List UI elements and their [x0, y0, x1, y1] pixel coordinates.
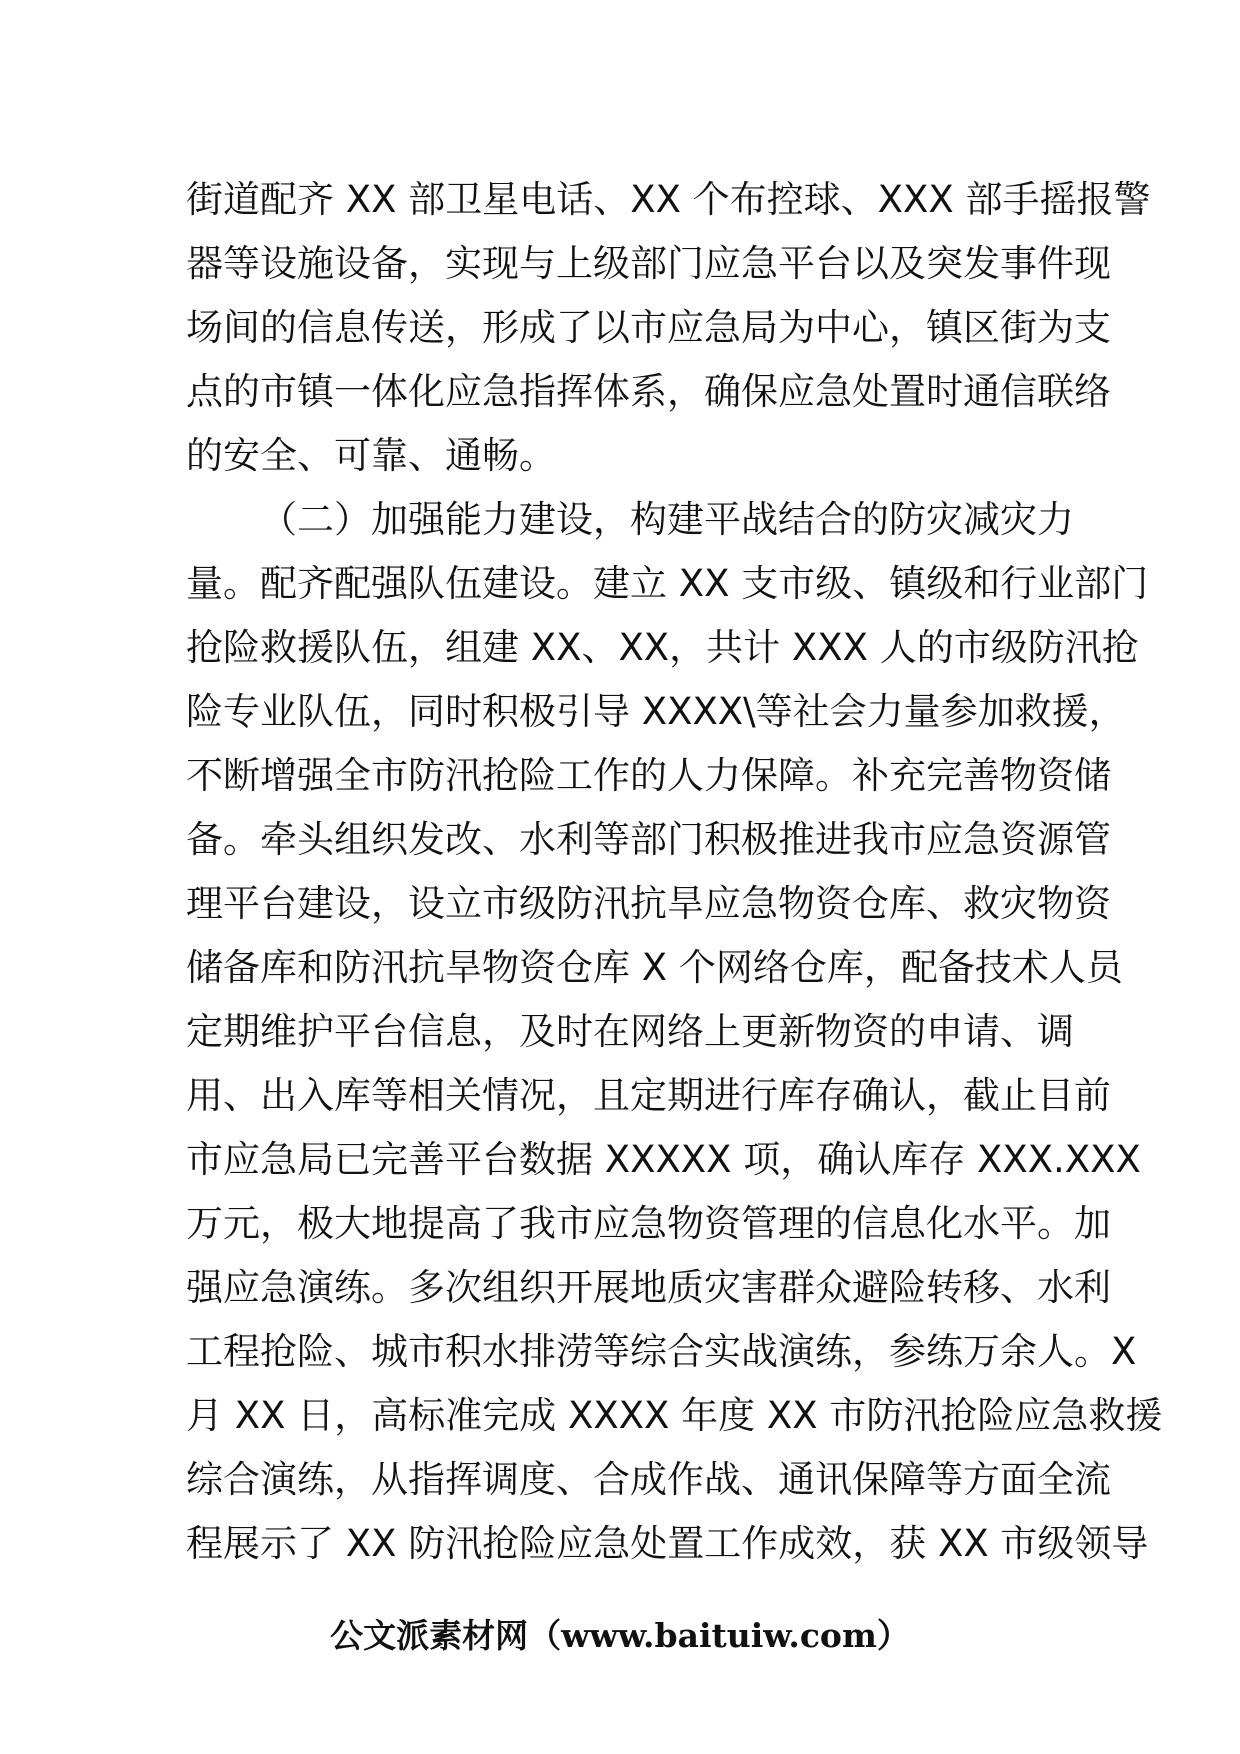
text-line: 街道配齐 XX 部卫星电话、XX 个布控球、XXX 部手摇报警	[186, 178, 1151, 221]
watermark-footer: 公文派素材网（www.baituiw.com）	[330, 1616, 910, 1655]
body-text	[186, 168, 1163, 1576]
text-line: 备。牵头组织发改、水利等部门积极推进我市应急资源管	[186, 818, 1111, 861]
text-line: 场间的信息传送，形成了以市应急局为中心，镇区街为支	[186, 306, 1111, 349]
text-line: 市应急局已完善平台数据 XXXXX 项，确认库存 XXX.XXX	[186, 1138, 1141, 1181]
text-line: 储备库和防汛抗旱物资仓库 X 个网络仓库，配备技术人员	[186, 946, 1123, 989]
text-line: 不断增强全市防汛抢险工作的人力保障。补充完善物资储	[186, 754, 1111, 797]
text-line: 器等设施设备，实现与上级部门应急平台以及突发事件现	[186, 242, 1111, 285]
text-line: 万元，极大地提高了我市应急物资管理的信息化水平。加	[186, 1202, 1111, 1245]
text-line: 定期维护平台信息，及时在网络上更新物资的申请、调	[186, 1010, 1074, 1053]
text-line: 综合演练，从指挥调度、合成作战、通讯保障等方面全流	[186, 1458, 1111, 1501]
text-line: 理平台建设，设立市级防汛抗旱应急物资仓库、救灾物资	[186, 882, 1111, 925]
text-line: 用、出入库等相关情况，且定期进行库存确认，截止目前	[186, 1074, 1111, 1117]
text-line: 抢险救援队伍，组建 XX、XX，共计 XXX 人的市级防汛抢	[186, 626, 1139, 669]
text-line: 险专业队伍，同时积极引导 XXXX\等社会力量参加救援，	[186, 690, 1126, 733]
text-line: 的安全、可靠、通畅。	[186, 434, 556, 477]
text-line: 程展示了 XX 防汛抢险应急处置工作成效，获 XX 市级领导	[186, 1522, 1149, 1565]
text-line: 月 XX 日，高标准完成 XXXX 年度 XX 市防汛抢险应急救援	[186, 1394, 1163, 1437]
section-heading-line: （二）加强能力建设，构建平战结合的防灾减灾力	[260, 498, 1074, 541]
text-line: 点的市镇一体化应急指挥体系，确保应急处置时通信联络	[186, 370, 1111, 413]
text-line: 强应急演练。多次组织开展地质灾害群众避险转移、水利	[186, 1266, 1111, 1309]
text-line: 量。配齐配强队伍建设。建立 XX 支市级、镇级和行业部门	[186, 562, 1149, 605]
text-line: 工程抢险、城市积水排涝等综合实战演练，参练万余人。X	[186, 1330, 1137, 1373]
